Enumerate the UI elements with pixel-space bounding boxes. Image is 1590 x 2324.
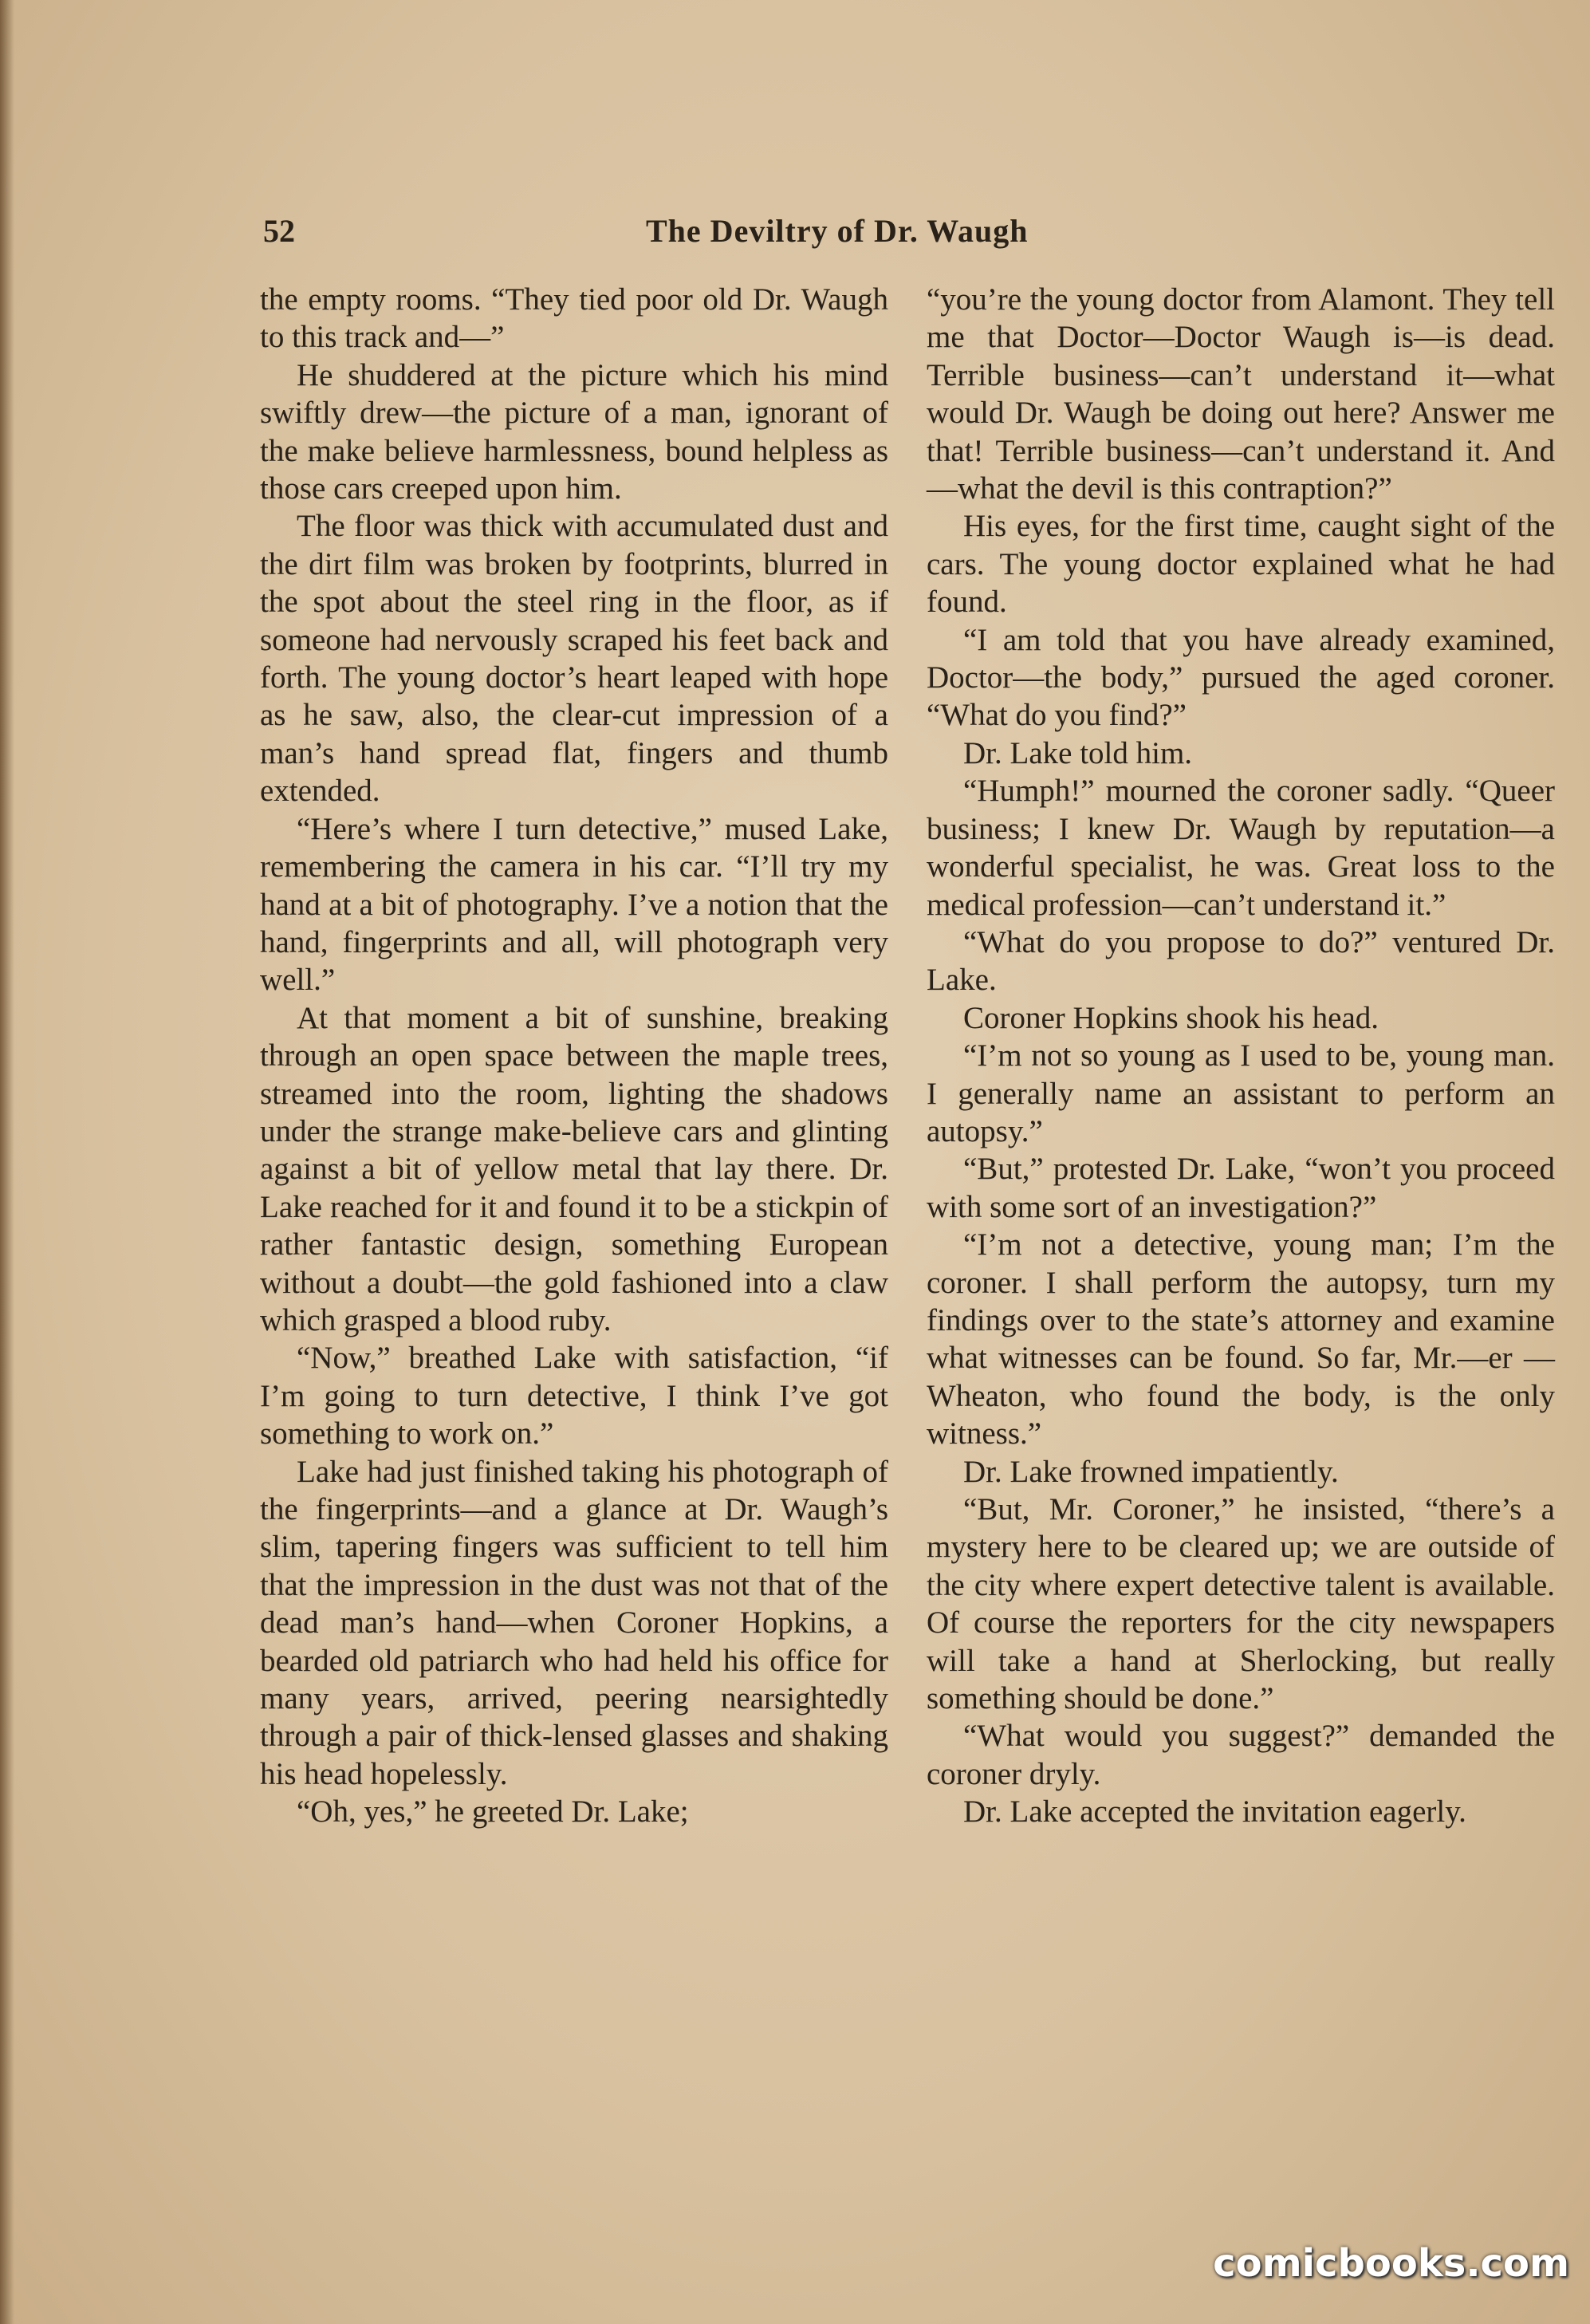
site-watermark: comicbooks.com <box>1213 2241 1569 2286</box>
paragraph: “I’m not so young as I used to be, young man. I generally name an assistant to perform an autopsy.” <box>927 1038 1555 1148</box>
paragraph: Dr. Lake told him. <box>963 735 1193 770</box>
paragraph: “What would you suggest?” demanded the coroner dryly. <box>927 1719 1555 1791</box>
paragraph: “But,” protested Dr. Lake, “won’t you proceed with some sort of an investigation?” <box>927 1152 1555 1224</box>
page-number: 52 <box>263 213 295 249</box>
paragraph: At that moment a bit of sunshine, breaking through an open space between the maple trees, streamed into the room, lighting the shadows under the strange make-believe cars and glinting against a bit of yellow metal that lay there. Dr. Lake reached for it and found it to be a stickpin of rather fantastic design, something European without a doubt—the gold fashioned into a claw which grasped a blood ruby. <box>260 1000 888 1337</box>
paragraph: Lake had just finished taking his photograph of the fingerprints—and a glance at Dr. Waugh’s slim, tapering fingers was sufficient to tell him that the impression in the dust was not that of the dead man’s hand—when Coroner Hopkins, a bearded old patriarch who had held his office for many years, arrived, peering nearsightedly through a pair of thick-lensed glasses and shaking his head hopelessly. <box>260 1454 888 1791</box>
paragraph: Coroner Hopkins shook his head. <box>963 1000 1379 1035</box>
paragraph: “But, Mr. Coroner,” he insisted, “there’s a mystery here to be cleared up; we are outside of the city where expert detective talent is available. Of course the reporters for the city newspapers will take a hand at Sherlocking, but really something should be done.” <box>927 1492 1555 1716</box>
running-head <box>263 209 1571 257</box>
paragraph: “you’re the young doctor from Alamont. They tell me that Doctor—Doctor Waugh is—is dead. Terrible business—can’t understand it—what would Dr. Waugh be doing out here? Answer me that! Terrible business—can’t understand it. And—what the devil is this contraption?” <box>927 282 1555 506</box>
left-text-column <box>260 281 888 1831</box>
paragraph: Dr. Lake frowned impatiently. <box>963 1454 1339 1489</box>
paragraph: “Oh, yes,” he greeted Dr. Lake; <box>297 1794 689 1830</box>
paragraph: The floor was thick with accumulated dust and the dirt film was broken by footprints, blurred in the spot about the steel ring in the floor, as if someone had nervously scraped his feet back and forth. The young doctor’s heart leaped with hope as he saw, also, the clear-cut impression of a man’s hand spread flat, fingers and thumb extended. <box>260 509 888 809</box>
page-binding-edge <box>0 0 14 2324</box>
paragraph: “Now,” breathed Lake with satisfaction, “if I’m going to turn detective, I think I’ve got something to work on.” <box>260 1341 888 1452</box>
paragraph: “What do you propose to do?” ventured Dr. Lake. <box>927 924 1555 998</box>
paragraph: “Humph!” mourned the coroner sadly. “Queer business; I knew Dr. Waugh by reputation—a wonderful specialist, he was. Great loss to the medical profession—can’t understand it.” <box>927 774 1555 922</box>
paragraph: “Here’s where I turn detective,” mused Lake, remembering the camera in his car. “I’ll try my hand at a bit of photography. I’ve a notion that the hand, fingerprints and all, will photograph very well.” <box>260 811 888 998</box>
paragraph: “I’m not a detective, young man; I’m the coroner. I shall perform the autopsy, turn my findings over to the state’s attorney and examine what witnesses can be found. So far, Mr.—er —Wheaton, who found the body, is the only witness.” <box>927 1227 1555 1452</box>
paragraph: Dr. Lake accepted the invitation eagerly. <box>963 1794 1466 1830</box>
paragraph: He shuddered at the picture which his mind swiftly drew—the picture of a man, ignorant of the make believe harmlessness, bound helpless as those cars creeped upon him. <box>260 357 888 506</box>
paragraph: “I am told that you have already examined, Doctor—the body,” pursued the aged coroner. “What do you find?” <box>927 622 1555 733</box>
paragraph: His eyes, for the first time, caught sight of the cars. The young doctor explained what he had found. <box>927 509 1555 620</box>
running-title: The Deviltry of Dr. Waugh <box>646 213 1029 249</box>
right-text-column <box>927 281 1555 1831</box>
paragraph: the empty rooms. “They tied poor old Dr. Waugh to this track and—” <box>260 282 888 355</box>
